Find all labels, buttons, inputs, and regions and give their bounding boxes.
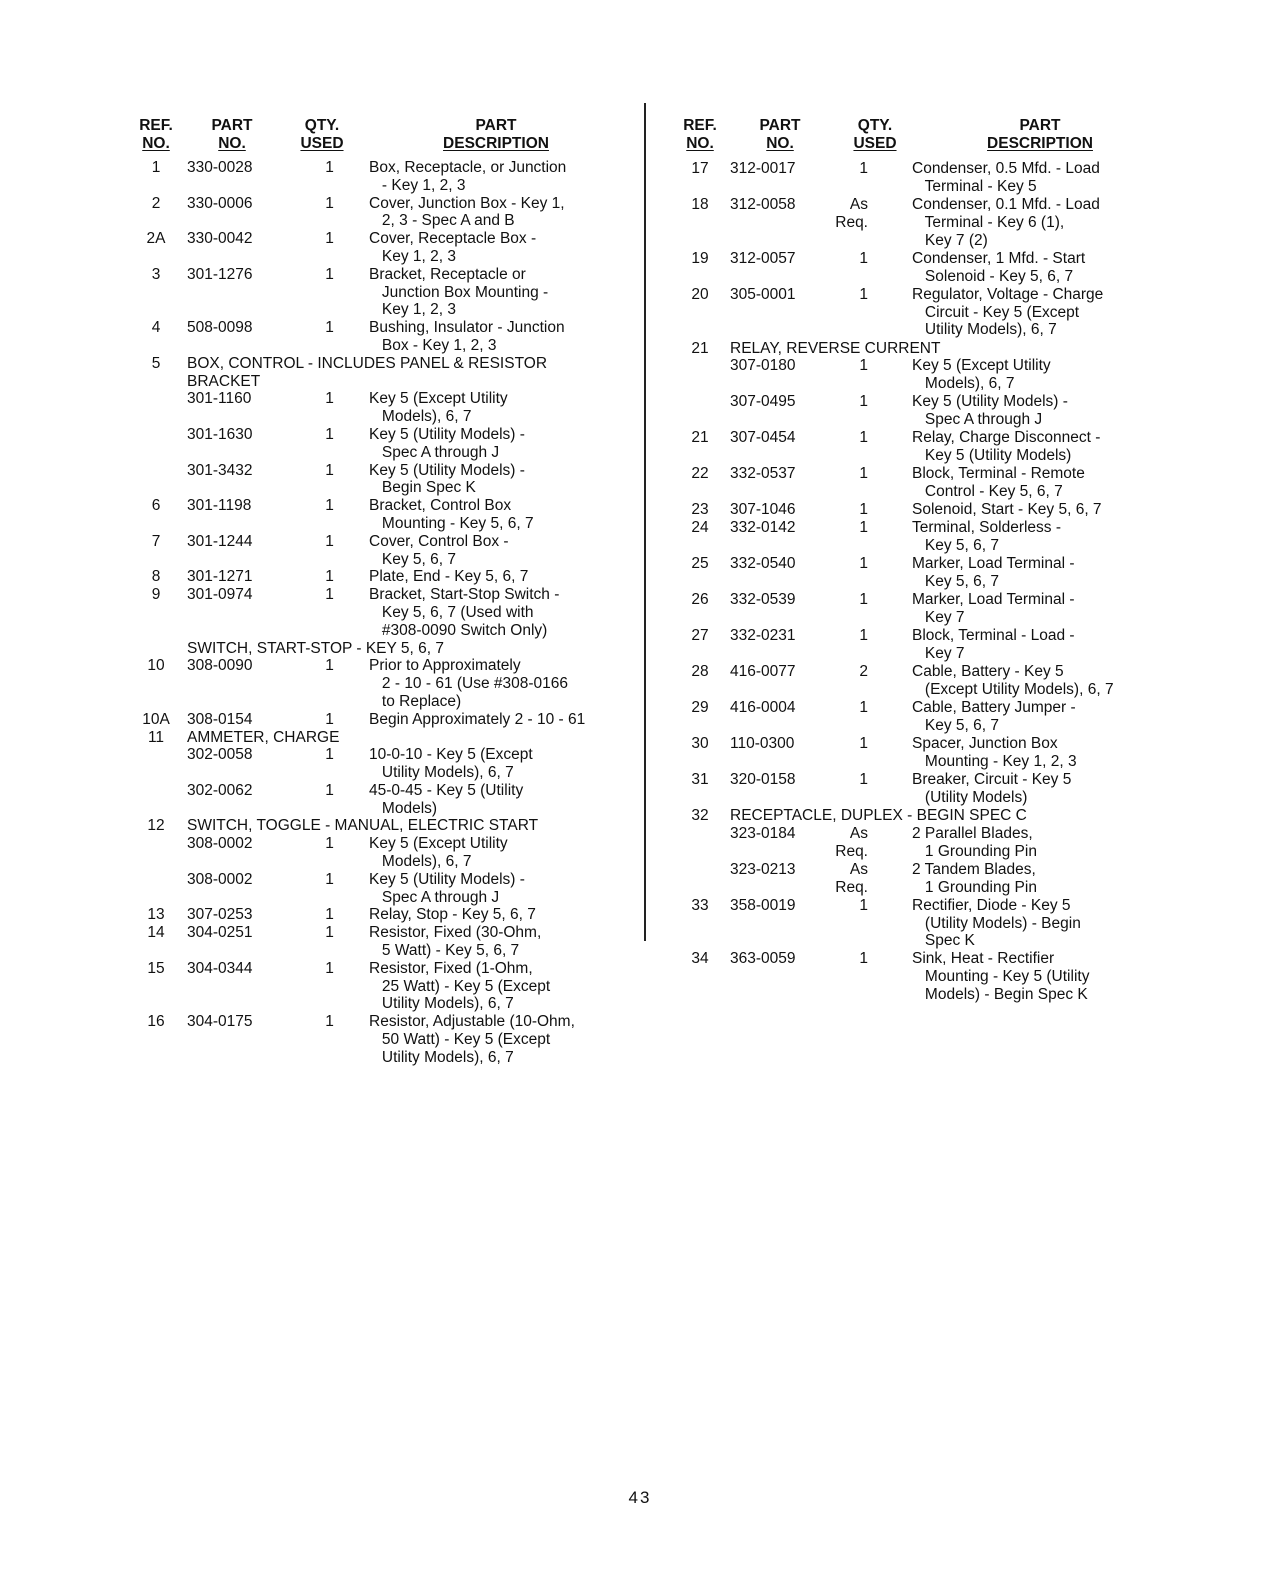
group-row xyxy=(125,817,625,835)
part-description: Bracket, Control Box Mounting - Key 5, 6, 7 xyxy=(369,497,534,532)
part-description: Block, Terminal - Load - Key 7 xyxy=(912,627,1075,662)
part-description: Cable, Battery - Key 5 (Except Utility Models), 6, 7 xyxy=(912,663,1114,698)
column-divider xyxy=(644,103,646,941)
header-part-description: PART DESCRIPTION xyxy=(443,117,549,152)
table-row xyxy=(670,663,1160,699)
part-description: Marker, Load Terminal - Key 5, 6, 7 xyxy=(912,555,1075,590)
table-row xyxy=(125,782,625,818)
ref-number: 25 xyxy=(691,555,709,573)
ref-number: 9 xyxy=(151,586,161,604)
ref-number: 24 xyxy=(691,519,709,537)
ref-number: 16 xyxy=(147,1013,165,1031)
part-number: 332-0537 xyxy=(730,465,796,483)
part-description: Bushing, Insulator - Junction Box - Key 1, 2, 3 xyxy=(369,319,565,354)
quantity-used: 1 xyxy=(325,194,334,212)
part-number: 312-0017 xyxy=(730,160,796,177)
ref-number: 6 xyxy=(151,497,161,515)
quantity-used: 1 xyxy=(325,319,334,337)
part-number: 304-0251 xyxy=(187,924,253,942)
table-row xyxy=(670,429,1160,465)
part-description: Bracket, Start-Stop Switch - Key 5, 6, 7 (Used with #308-0090 Switch Only) xyxy=(369,586,560,639)
table-row xyxy=(125,390,625,426)
parts-table-left xyxy=(125,117,625,1067)
table-row xyxy=(125,586,625,639)
ref-number: 3 xyxy=(151,265,161,283)
quantity-used: 1 xyxy=(325,461,334,479)
table-row xyxy=(670,160,1160,196)
part-number: 307-0253 xyxy=(187,906,253,924)
quantity-used: 1 xyxy=(859,591,868,609)
part-number: 307-0495 xyxy=(730,393,796,411)
table-row xyxy=(670,897,1160,950)
part-number: 301-1630 xyxy=(187,425,253,443)
table-row xyxy=(670,250,1160,286)
ref-number: 1 xyxy=(151,159,161,176)
quantity-used: 1 xyxy=(325,230,334,248)
table-row xyxy=(670,950,1160,1003)
part-number: 304-0344 xyxy=(187,959,253,977)
quantity-used: 1 xyxy=(325,924,334,942)
table-row xyxy=(670,501,1160,519)
ref-number: 13 xyxy=(147,906,165,924)
part-description: Plate, End - Key 5, 6, 7 xyxy=(369,568,529,586)
part-description: Condenser, 1 Mfd. - Start Solenoid - Key 5, 6, 7 xyxy=(912,249,1086,285)
part-description: Relay, Stop - Key 5, 6, 7 xyxy=(369,906,536,924)
ref-number xyxy=(125,782,187,818)
part-number: 416-0004 xyxy=(730,698,796,716)
ref-number: 27 xyxy=(691,627,709,645)
ref-number xyxy=(125,426,187,462)
parts-table-right xyxy=(670,117,1160,1004)
ref-number xyxy=(670,357,730,393)
part-description: Cover, Control Box - Key 5, 6, 7 xyxy=(369,532,509,568)
table-body xyxy=(125,159,625,1067)
part-description: Resistor, Fixed (1-Ohm, 25 Watt) - Key 5 (Except Utility Models), 6, 7 xyxy=(369,959,551,1013)
part-number: 358-0019 xyxy=(730,896,796,914)
part-description: Condenser, 0.1 Mfd. - Load Terminal - Key 6 (1), Key 7 (2) xyxy=(912,195,1100,249)
part-description: Terminal, Solderless - Key 5, 6, 7 xyxy=(912,519,1062,554)
part-number: 312-0058 xyxy=(730,195,796,213)
part-description: Cover, Junction Box - Key 1, 2, 3 - Spec A and B xyxy=(369,194,565,230)
table-row xyxy=(125,266,625,319)
part-description: Box, Receptacle, or Junction - Key 1, 2, 3 xyxy=(369,159,567,194)
table-row xyxy=(125,533,625,569)
table-row xyxy=(125,835,625,871)
header-ref-no: REF. NO. xyxy=(139,117,173,152)
table-body xyxy=(670,160,1160,1004)
group-heading: BOX, CONTROL - INCLUDES PANEL & RESISTOR BRACKET xyxy=(187,354,548,390)
group-row xyxy=(670,340,1160,358)
group-row xyxy=(125,355,625,391)
part-description: Begin Approximately 2 - 10 - 61 xyxy=(369,710,586,728)
group-row xyxy=(670,807,1160,825)
group-row xyxy=(125,729,625,747)
quantity-used: 1 xyxy=(325,159,334,176)
part-description: Sink, Heat - Rectifier Mounting - Key 5 (Utility Models) - Begin Spec K xyxy=(912,950,1090,1004)
table-row xyxy=(125,319,625,355)
ref-number: 34 xyxy=(691,950,709,968)
header-qty-used: QTY. USED xyxy=(853,117,897,152)
part-description: Marker, Load Terminal - Key 7 xyxy=(912,591,1075,626)
quantity-used: 1 xyxy=(325,906,334,924)
quantity-used: As Req. xyxy=(835,824,868,860)
part-number: 302-0058 xyxy=(187,746,253,764)
quantity-used: 1 xyxy=(859,357,868,375)
part-number: 332-0539 xyxy=(730,591,796,609)
part-description: Spacer, Junction Box Mounting - Key 1, 2, 3 xyxy=(912,734,1077,770)
ref-number: 26 xyxy=(691,591,709,609)
part-number: 323-0184 xyxy=(730,824,796,842)
ref-number: 2 xyxy=(151,194,161,212)
table-row xyxy=(670,627,1160,663)
quantity-used: 1 xyxy=(859,160,868,177)
part-description: Block, Terminal - Remote Control - Key 5, 6, 7 xyxy=(912,465,1085,501)
quantity-used: 1 xyxy=(859,734,868,752)
part-number: 416-0077 xyxy=(730,663,796,680)
part-description: Key 5 (Utility Models) - Begin Spec K xyxy=(369,461,525,497)
part-description: Resistor, Adjustable (10-Ohm, 50 Watt) - Key 5 (Except Utility Models), 6, 7 xyxy=(369,1013,575,1066)
part-number: 307-1046 xyxy=(730,501,796,519)
ref-number: 30 xyxy=(691,734,709,752)
part-description: Condenser, 0.5 Mfd. - Load Terminal - Key 5 xyxy=(912,160,1100,195)
ref-number: 12 xyxy=(147,817,165,835)
quantity-used: 1 xyxy=(859,429,868,447)
quantity-used: As Req. xyxy=(835,195,868,231)
part-description: Rectifier, Diode - Key 5 (Utility Models) - Begin Spec K xyxy=(912,896,1081,950)
quantity-used: 1 xyxy=(325,265,334,283)
ref-number: 19 xyxy=(691,249,709,267)
part-number: 307-0454 xyxy=(730,429,796,447)
table-row xyxy=(670,465,1160,501)
table-row xyxy=(670,196,1160,249)
table-row xyxy=(670,861,1160,897)
table-row xyxy=(125,871,625,907)
part-description: Resistor, Fixed (30-Ohm, 5 Watt) - Key 5, 6, 7 xyxy=(369,924,542,960)
ref-number: 20 xyxy=(691,285,709,303)
table-row xyxy=(125,230,625,266)
quantity-used: 1 xyxy=(325,959,334,977)
part-number: 301-1160 xyxy=(187,390,252,408)
ref-number: 10 xyxy=(147,657,165,675)
part-number: 332-0231 xyxy=(730,627,796,645)
quantity-used: 1 xyxy=(859,770,868,788)
part-description: Prior to Approximately 2 - 10 - 61 (Use #308-0166 to Replace) xyxy=(369,657,569,710)
quantity-used: 1 xyxy=(325,657,334,675)
ref-number: 33 xyxy=(691,896,709,914)
part-number: 308-0002 xyxy=(187,870,253,888)
group-heading: SWITCH, START-STOP - KEY 5, 6, 7 xyxy=(187,639,444,657)
ref-number: 11 xyxy=(147,728,165,746)
quantity-used: 1 xyxy=(325,870,334,888)
part-number: 304-0175 xyxy=(187,1013,253,1031)
quantity-used: 1 xyxy=(325,425,334,443)
part-number: 330-0028 xyxy=(187,159,253,176)
part-number: 312-0057 xyxy=(730,249,796,267)
part-description: 2 Parallel Blades, 1 Grounding Pin xyxy=(912,824,1037,860)
quantity-used: 1 xyxy=(325,390,334,408)
quantity-used: 1 xyxy=(859,555,868,573)
page-number: 43 xyxy=(628,1488,652,1507)
header-ref-no: REF. NO. xyxy=(683,117,717,152)
part-number: 330-0006 xyxy=(187,194,253,212)
group-heading: RECEPTACLE, DUPLEX - BEGIN SPEC C xyxy=(730,806,1027,824)
part-number: 320-0158 xyxy=(730,770,796,788)
part-number: 302-0062 xyxy=(187,781,253,799)
part-description: Key 5 (Except Utility Models), 6, 7 xyxy=(369,390,508,426)
quantity-used: 1 xyxy=(325,497,334,515)
header-part-no: PART NO. xyxy=(759,117,801,152)
quantity-used: 1 xyxy=(859,501,868,519)
quantity-used: 1 xyxy=(325,835,334,853)
table-row xyxy=(670,825,1160,861)
ref-number: 17 xyxy=(691,160,709,177)
table-row xyxy=(125,657,625,710)
ref-number xyxy=(125,835,187,871)
table-header xyxy=(125,117,625,153)
quantity-used: 1 xyxy=(325,781,334,799)
ref-number xyxy=(670,861,730,897)
quantity-used: 1 xyxy=(325,568,334,586)
quantity-used: 1 xyxy=(859,285,868,303)
table-row xyxy=(670,735,1160,771)
table-row xyxy=(125,426,625,462)
part-number: 301-1244 xyxy=(187,532,253,550)
table-header xyxy=(670,117,1160,153)
quantity-used: 1 xyxy=(859,393,868,411)
table-row xyxy=(125,924,625,960)
part-description: Bracket, Receptacle or Junction Box Mounting - Key 1, 2, 3 xyxy=(369,265,549,319)
part-description: Cable, Battery Jumper - Key 5, 6, 7 xyxy=(912,698,1076,734)
quantity-used: 1 xyxy=(859,519,868,537)
part-number: 307-0180 xyxy=(730,357,796,375)
part-description: Key 5 (Except Utility Models), 6, 7 xyxy=(369,835,508,871)
part-number: 305-0001 xyxy=(730,285,796,303)
ref-number: 18 xyxy=(691,195,709,213)
part-number: 330-0042 xyxy=(187,230,253,248)
ref-number: 23 xyxy=(691,501,709,519)
part-description: 45-0-45 - Key 5 (Utility Models) xyxy=(369,781,524,817)
header-qty-used: QTY. USED xyxy=(300,117,344,152)
ref-number: 8 xyxy=(151,568,161,586)
quantity-used: 1 xyxy=(325,1013,334,1031)
part-number: 332-0142 xyxy=(730,519,796,537)
part-description: Solenoid, Start - Key 5, 6, 7 xyxy=(912,501,1102,519)
ref-number: 31 xyxy=(691,770,709,788)
quantity-used: 1 xyxy=(859,950,868,968)
group-heading: SWITCH, TOGGLE - MANUAL, ELECTRIC START xyxy=(187,817,539,835)
table-row xyxy=(670,286,1160,339)
table-row xyxy=(125,960,625,1013)
part-description: 10-0-10 - Key 5 (Except Utility Models), 6, 7 xyxy=(369,746,533,782)
quantity-used: 1 xyxy=(325,746,334,764)
part-number: 301-3432 xyxy=(187,461,253,479)
part-number: 332-0540 xyxy=(730,555,796,573)
group-heading: AMMETER, CHARGE xyxy=(187,728,340,746)
ref-number: 2A xyxy=(146,230,166,248)
ref-number: 10A xyxy=(142,710,170,728)
table-row xyxy=(125,746,625,782)
table-row xyxy=(125,568,625,586)
table-row xyxy=(670,357,1160,393)
quantity-used: 1 xyxy=(325,586,334,604)
ref-number: 21 xyxy=(691,339,709,357)
ref-number xyxy=(125,462,187,498)
quantity-used: 2 xyxy=(859,663,868,680)
part-number: 301-0974 xyxy=(187,586,253,604)
quantity-used: 1 xyxy=(859,698,868,716)
ref-number xyxy=(670,393,730,429)
part-description: Breaker, Circuit - Key 5 (Utility Models) xyxy=(912,770,1072,806)
ref-number xyxy=(125,390,187,426)
table-row xyxy=(670,555,1160,591)
quantity-used: 1 xyxy=(859,896,868,914)
ref-number xyxy=(125,746,187,782)
ref-number: 4 xyxy=(151,319,161,337)
ref-number: 14 xyxy=(147,924,165,942)
table-row xyxy=(125,159,625,195)
ref-number: 32 xyxy=(691,806,709,824)
ref-number: 29 xyxy=(691,698,709,716)
table-row xyxy=(125,195,625,231)
part-number: 323-0213 xyxy=(730,860,796,878)
ref-number: 22 xyxy=(691,465,709,483)
table-row xyxy=(670,591,1160,627)
ref-number: 21 xyxy=(691,429,709,447)
table-row xyxy=(670,699,1160,735)
ref-number: 15 xyxy=(147,959,165,977)
part-number: 301-1198 xyxy=(187,497,252,515)
part-description: Cover, Receptacle Box - Key 1, 2, 3 xyxy=(369,230,537,265)
table-row xyxy=(670,519,1160,555)
part-number: 308-0090 xyxy=(187,657,253,675)
table-row xyxy=(670,771,1160,807)
part-number: 301-1271 xyxy=(187,568,253,586)
quantity-used: As Req. xyxy=(835,860,868,896)
ref-number: 5 xyxy=(151,354,161,372)
ref-number: 7 xyxy=(151,532,161,550)
group-heading: RELAY, REVERSE CURRENT xyxy=(730,339,941,357)
part-description: Key 5 (Utility Models) - Spec A through J xyxy=(912,393,1068,429)
quantity-used: 1 xyxy=(325,710,334,728)
part-number: 110-0300 xyxy=(730,734,795,752)
header-part-no: PART NO. xyxy=(211,117,253,152)
table-row xyxy=(125,711,625,729)
part-description: Regulator, Voltage - Charge Circuit - Key 5 (Except Utility Models), 6, 7 xyxy=(912,285,1104,339)
ref-number xyxy=(670,825,730,861)
part-description: Relay, Charge Disconnect - Key 5 (Utility Models) xyxy=(912,429,1101,465)
part-number: 301-1276 xyxy=(187,265,253,283)
part-description: 2 Tandem Blades, 1 Grounding Pin xyxy=(912,860,1037,896)
quantity-used: 1 xyxy=(859,465,868,483)
group-row xyxy=(125,640,625,658)
part-number: 508-0098 xyxy=(187,319,253,337)
header-part-description: PART DESCRIPTION xyxy=(987,117,1093,152)
ref-number xyxy=(125,640,187,658)
table-row xyxy=(125,462,625,498)
table-row xyxy=(125,497,625,533)
quantity-used: 1 xyxy=(325,532,334,550)
part-number: 308-0002 xyxy=(187,835,253,853)
table-row xyxy=(125,906,625,924)
part-number: 363-0059 xyxy=(730,950,796,968)
part-description: Key 5 (Utility Models) - Spec A through J xyxy=(369,870,525,906)
table-row xyxy=(670,393,1160,429)
quantity-used: 1 xyxy=(859,249,868,267)
quantity-used: 1 xyxy=(859,627,868,645)
table-row xyxy=(125,1013,625,1066)
part-number: 308-0154 xyxy=(187,710,253,728)
ref-number xyxy=(125,871,187,907)
ref-number: 28 xyxy=(691,663,709,680)
part-description: Key 5 (Except Utility Models), 6, 7 xyxy=(912,357,1051,393)
part-description: Key 5 (Utility Models) - Spec A through J xyxy=(369,425,525,461)
